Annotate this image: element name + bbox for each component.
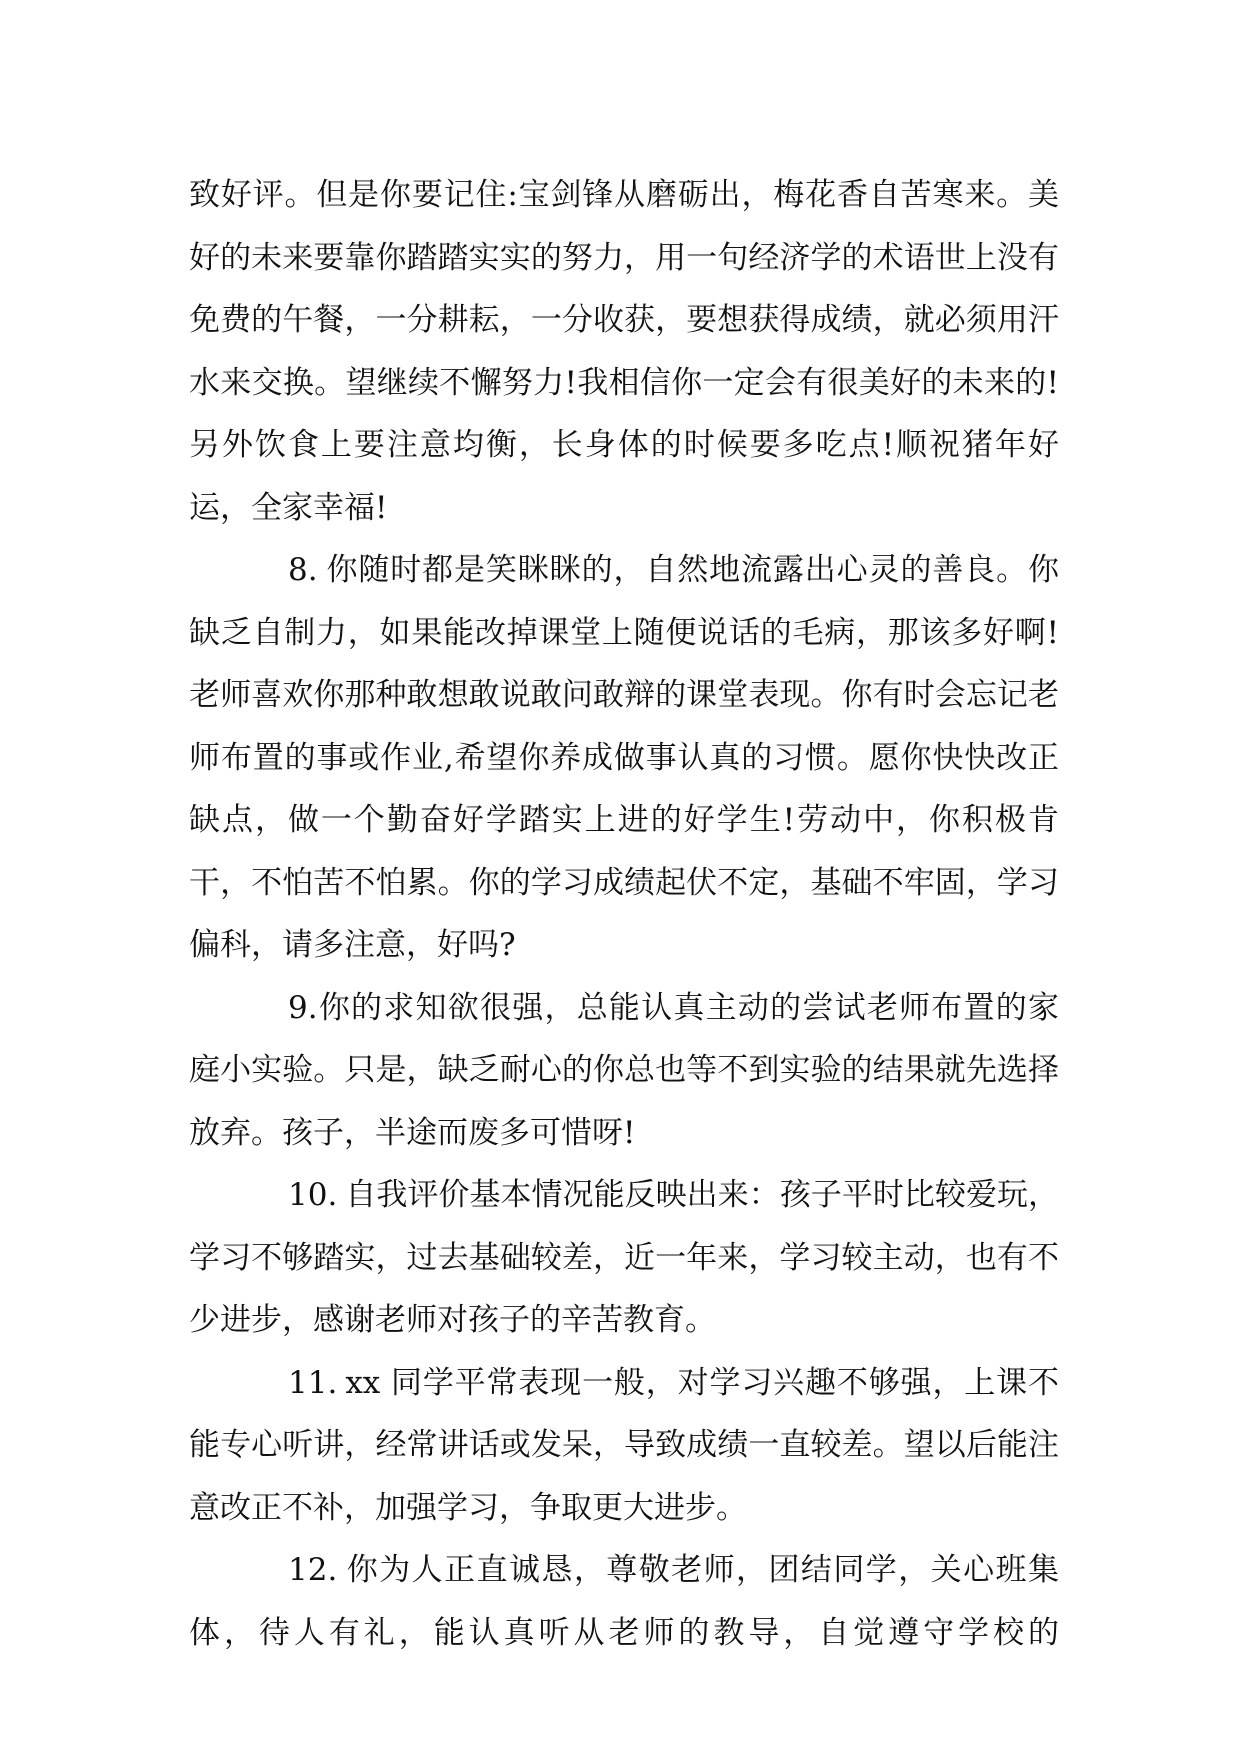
document-body [189, 164, 1059, 1664]
paragraph-text: 致好评。但是你要记住:宝剑锋从磨砺出，梅花香自苦寒来。美好的未来要靠你踏踏实实的努力，用一句经济学的术语世上没有免费的午餐，一分耕耘，一分收获，要想获得成绩，就必须用汗水来交换。望继续不懈努力!我相信你一定会有很美好的未来的!另外饮食上要注意均衡，长身体的时候要多吃点!顺祝猪年好运，全家幸福! [189, 177, 1059, 526]
item-number: 12. [288, 1552, 338, 1588]
paragraph-item-11 [189, 1352, 1059, 1540]
paragraph-item-10 [189, 1164, 1059, 1352]
paragraph-text: xx 同学平常表现一般，对学习兴趣不够强，上课不能专心听讲，经常讲话或发呆，导致成绩一直较差。望以后能注意改正不补，加强学习，争取更大进步。 [189, 1364, 1059, 1526]
item-number: 8. [288, 552, 318, 588]
paragraph-text: 你的求知欲很强，总能认真主动的尝试老师布置的家庭小实验。只是，缺乏耐心的你总也等不到实验的结果就先选择放弃。孩子，半途而废多可惜呀! [189, 989, 1059, 1151]
item-number: 11. [288, 1364, 338, 1401]
paragraph-item-12 [189, 1539, 1059, 1664]
paragraph-item-8 [189, 539, 1059, 977]
item-number: 10. [288, 1177, 338, 1213]
paragraph-text: 你随时都是笑眯眯的，自然地流露出心灵的善良。你缺乏自制力，如果能改掉课堂上随便说话的毛病，那该多好啊!老师喜欢你那种敢想敢说敢问敢辩的课堂表现。你有时会忘记老师布置的事或作业,希望你养成做事认真的习惯。愿你快快改正缺点，做一个勤奋好学踏实上进的好学生!劳动中，你积极肯干，不怕苦不怕累。你的学习成绩起伏不定，基础不牢固，学习偏科，请多注意，好吗? [189, 552, 1059, 963]
paragraph-text: 自我评价基本情况能反映出来：孩子平时比较爱玩，学习不够踏实，过去基础较差，近一年来，学习较主动，也有不少进步，感谢老师对孩子的辛苦教育。 [189, 1177, 1059, 1338]
paragraph-continuation [189, 164, 1059, 539]
paragraph-text: 你为人正直诚恳，尊敬老师，团结同学，关心班集体，待人有礼，能认真听从老师的教导，自觉遵守学校的 [189, 1552, 1059, 1651]
item-number: 9. [288, 989, 318, 1026]
paragraph-item-9 [189, 977, 1059, 1165]
